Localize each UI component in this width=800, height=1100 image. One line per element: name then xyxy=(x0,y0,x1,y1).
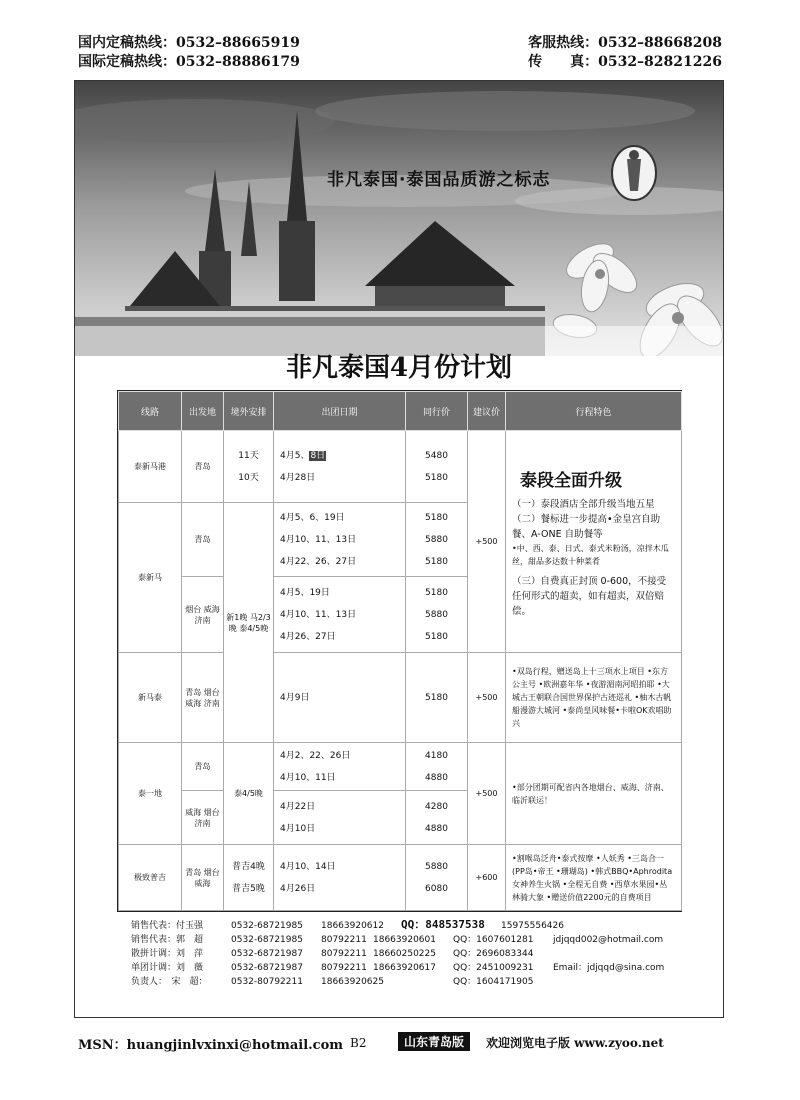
feature-cell xyxy=(506,431,682,653)
banner-slogan: 非凡泰国·泰国品质游之标志 xyxy=(327,170,551,190)
departure-dates xyxy=(274,791,406,845)
date-line: 4月10、11、13日 xyxy=(280,534,357,545)
route-name xyxy=(119,743,182,845)
contact-mobile: 18663920617 xyxy=(373,963,436,973)
route-name-text: 泰一地 xyxy=(138,789,162,798)
trade-prices xyxy=(406,845,468,911)
date-line: 4月10、11日 xyxy=(280,772,336,783)
price-line: 5880 xyxy=(425,609,448,620)
contact-row xyxy=(131,947,691,961)
table-row xyxy=(119,743,682,791)
header-features: 行程特色 xyxy=(506,392,682,431)
temple-banner-image xyxy=(75,81,723,356)
contact-phone: 0532-68721985 xyxy=(231,921,303,931)
feature-line: •割喉岛泛舟•泰式按摩 •人妖秀 •三岛合一(PP岛•帝王 •珊瑚岛) •韩式BBQ•Aphrodita女神养生火锅 •全程无自费 •西草水果园•丛林骑大象 •赠送价值2200元的自费项目 xyxy=(512,853,673,902)
date-line: 4月10、11、13日 xyxy=(280,609,357,620)
arrangement-text: 泰4/5晚 xyxy=(234,789,263,798)
contact-qq: QQ：1604171905 xyxy=(453,977,534,987)
date-line: 4月22、26、27日 xyxy=(280,556,357,567)
msn-contact[interactable]: MSN：huangjinlvxinxi@hotmail.com xyxy=(78,1038,343,1053)
price-line: 5880 xyxy=(425,861,448,872)
header-origin: 出发地 xyxy=(182,392,224,431)
date-line: 4月26日 xyxy=(280,883,316,894)
departure-dates xyxy=(274,743,406,791)
contact-phone: 0532-68721987 xyxy=(231,949,303,959)
feature-line: •双岛行程，赠送岛上十三项水上项目 •东方公主号 •欧洲嘉年华 •夜游湄南河昭拍耶 •大城古王朝联合国世界保护古迹巡礼 •柚木古帆船漫游大城河 •泰尚皇风味餐•卡啦OK欢唱助兴 xyxy=(512,667,672,728)
trade-prices xyxy=(406,791,468,845)
contact-name: 散拼计调：刘 萍 xyxy=(131,949,204,959)
contact-row xyxy=(131,975,691,989)
price-line: 5180 xyxy=(425,692,448,703)
trade-prices xyxy=(406,577,468,653)
suggested-price xyxy=(468,743,506,845)
fax-number: 传 真：0532–82821226 xyxy=(528,54,722,70)
contact-phone-2: 80792211 xyxy=(321,963,367,973)
route-name: 泰新马港 xyxy=(119,431,182,503)
contact-name: 销售代表：郭 超 xyxy=(131,935,204,945)
departure-dates xyxy=(274,431,406,503)
contact-mobile: 18663920601 xyxy=(373,935,436,945)
price-line: 5180 xyxy=(425,512,448,523)
contact-mobile: 18663920612 xyxy=(321,921,384,931)
contact-phone: 0532-80792211 xyxy=(231,977,303,987)
date-line: 4月10、14日 xyxy=(280,861,336,872)
table-row xyxy=(119,845,682,911)
price-line: 4880 xyxy=(425,772,448,783)
arrangement-line: 普吉4晚 xyxy=(232,861,265,872)
feature-headline: 泰段全面升级 xyxy=(520,470,622,491)
contact-list xyxy=(131,919,691,989)
price-line: 4280 xyxy=(425,801,448,812)
arrangement-line: 10天 xyxy=(238,472,259,483)
date-line: 4月9日 xyxy=(280,692,310,703)
contact-phone: 0532-68721987 xyxy=(231,963,303,973)
suggested-price-value: +500 xyxy=(475,789,498,798)
date-line: 4月2、22、26日 xyxy=(280,750,351,761)
date-line: 4月26、27日 xyxy=(280,631,336,642)
contact-name: 单团计调：刘 薇 xyxy=(131,963,204,973)
contact-name: 负责人： 宋 超： xyxy=(131,977,208,987)
feature-line: •中、西、泰、日式、泰式米粉汤，凉拌木瓜丝，甜品多达数十种菜肴 xyxy=(512,543,669,566)
domestic-hotline: 国内定稿热线：0532–88665919 xyxy=(78,35,300,51)
contact-row xyxy=(131,933,691,947)
feature-line: •部分团期可配省内各地烟台、威海、济南、临沂联运！ xyxy=(512,782,669,805)
origin-city: 青岛 xyxy=(182,431,224,503)
price-line: 4180 xyxy=(425,750,448,761)
table-header xyxy=(119,392,682,431)
feature-line: （一）泰段酒店全部升级当地五星 xyxy=(512,498,655,510)
contact-qq: QQ：848537538 xyxy=(401,918,485,931)
page-footer xyxy=(78,1032,722,1054)
origin-city: 烟台 威海 济南 xyxy=(182,577,224,653)
page-number: B2 xyxy=(350,1036,367,1050)
origin-city: 青岛 烟台 威海 xyxy=(182,845,224,911)
arrangement xyxy=(224,503,274,743)
contact-phone: 0532-68721985 xyxy=(231,935,303,945)
departure-dates xyxy=(274,845,406,911)
arrangement-text: 新1晚 马2/3晚 泰4/5晚 xyxy=(226,612,271,633)
origin-city: 青岛 烟台 威海 济南 xyxy=(182,653,224,743)
price-line: 5180 xyxy=(425,587,448,598)
header-trade-price: 同行价 xyxy=(406,392,468,431)
origin-city: 青岛 xyxy=(182,503,224,577)
arrangement xyxy=(224,845,274,911)
departure-dates xyxy=(274,503,406,577)
contact-row xyxy=(131,919,691,933)
contact-qq: QQ：1607601281 xyxy=(453,935,534,945)
contact-mobile: 18660250225 xyxy=(373,949,436,959)
origin-city: 青岛 xyxy=(182,743,224,791)
hotline-header xyxy=(78,34,722,74)
price-line: 5180 xyxy=(425,631,448,642)
price-line: 5180 xyxy=(425,556,448,567)
table-row xyxy=(119,431,682,503)
date-line: 4月5、8日 xyxy=(280,450,326,461)
feature-cell xyxy=(506,653,682,743)
price-line: 5880 xyxy=(425,534,448,545)
header-route: 线路 xyxy=(119,392,182,431)
trade-prices xyxy=(406,743,468,791)
contact-name: 销售代表：付玉强 xyxy=(131,921,204,931)
contact-qq: QQ：2696083344 xyxy=(453,949,534,959)
price-line: 6080 xyxy=(425,883,448,894)
trade-prices xyxy=(406,503,468,577)
suggested-price-value: +500 xyxy=(475,537,498,546)
feature-line: （二）餐标进一步提高•金皇宫自助餐、A-ONE 自助餐等 xyxy=(512,513,661,540)
route-name: 新马泰 xyxy=(119,653,182,743)
route-name-text: 泰新马 xyxy=(138,573,162,582)
route-name: 极致普吉 xyxy=(119,845,182,911)
date-line: 4月5、6、19日 xyxy=(280,512,345,523)
date-line: 4月22日 xyxy=(280,801,316,812)
arrangement-line: 普吉5晚 xyxy=(232,883,265,894)
feature-cell xyxy=(506,845,682,911)
contact-phone-2: 80792211 xyxy=(321,949,367,959)
suggested-price xyxy=(468,431,506,653)
page-title: 非凡泰国4月份计划 xyxy=(285,353,513,383)
contact-row xyxy=(131,961,691,975)
header-arrangement: 境外安排 xyxy=(224,392,274,431)
departure-dates xyxy=(274,653,406,743)
advert-frame xyxy=(74,80,724,1018)
suggested-price: +600 xyxy=(468,845,506,911)
contact-mobile-2: 15975556426 xyxy=(501,921,564,931)
price-line: 5480 xyxy=(425,450,448,461)
feature-cell xyxy=(506,743,682,845)
arrangement xyxy=(224,743,274,845)
departure-dates xyxy=(274,577,406,653)
international-hotline: 国际定稿热线：0532–88886179 xyxy=(78,54,300,70)
contact-phone-2: 80792211 xyxy=(321,935,367,945)
website-link[interactable]: 欢迎浏览电子版 www.zyoo.net xyxy=(486,1036,664,1050)
price-line: 5180 xyxy=(425,472,448,483)
contact-email[interactable]: Email：jdjqqd@sina.com xyxy=(553,963,665,973)
feature-line: （三）自费真正封顶 0-600，不接受任何形式的超卖，如有超卖，双倍赔偿。 xyxy=(512,575,667,617)
edition-badge: 山东青岛版 xyxy=(398,1032,470,1051)
schedule-table xyxy=(118,391,682,911)
suggested-price: +500 xyxy=(468,653,506,743)
date-line: 4月28日 xyxy=(280,472,316,483)
schedule-table-container xyxy=(117,390,682,912)
header-dates: 出团日期 xyxy=(274,392,406,431)
date-line: 4月10日 xyxy=(280,823,316,834)
contact-qq: QQ：2451009231 xyxy=(453,963,534,973)
table-row xyxy=(119,653,682,743)
header-suggested-price: 建议价 xyxy=(468,392,506,431)
trade-prices xyxy=(406,431,468,503)
date-line: 4月5、19日 xyxy=(280,587,330,598)
price-line: 4880 xyxy=(425,823,448,834)
route-name xyxy=(119,503,182,653)
contact-mobile: 18663920625 xyxy=(321,977,384,987)
arrangement xyxy=(224,431,274,503)
trade-prices xyxy=(406,653,468,743)
arrangement-line: 11天 xyxy=(238,450,259,461)
service-hotline: 客服热线：0532–88668208 xyxy=(528,35,722,51)
contact-email[interactable]: jdjqqd002@hotmail.com xyxy=(553,935,664,945)
origin-city: 威海 烟台 济南 xyxy=(182,791,224,845)
